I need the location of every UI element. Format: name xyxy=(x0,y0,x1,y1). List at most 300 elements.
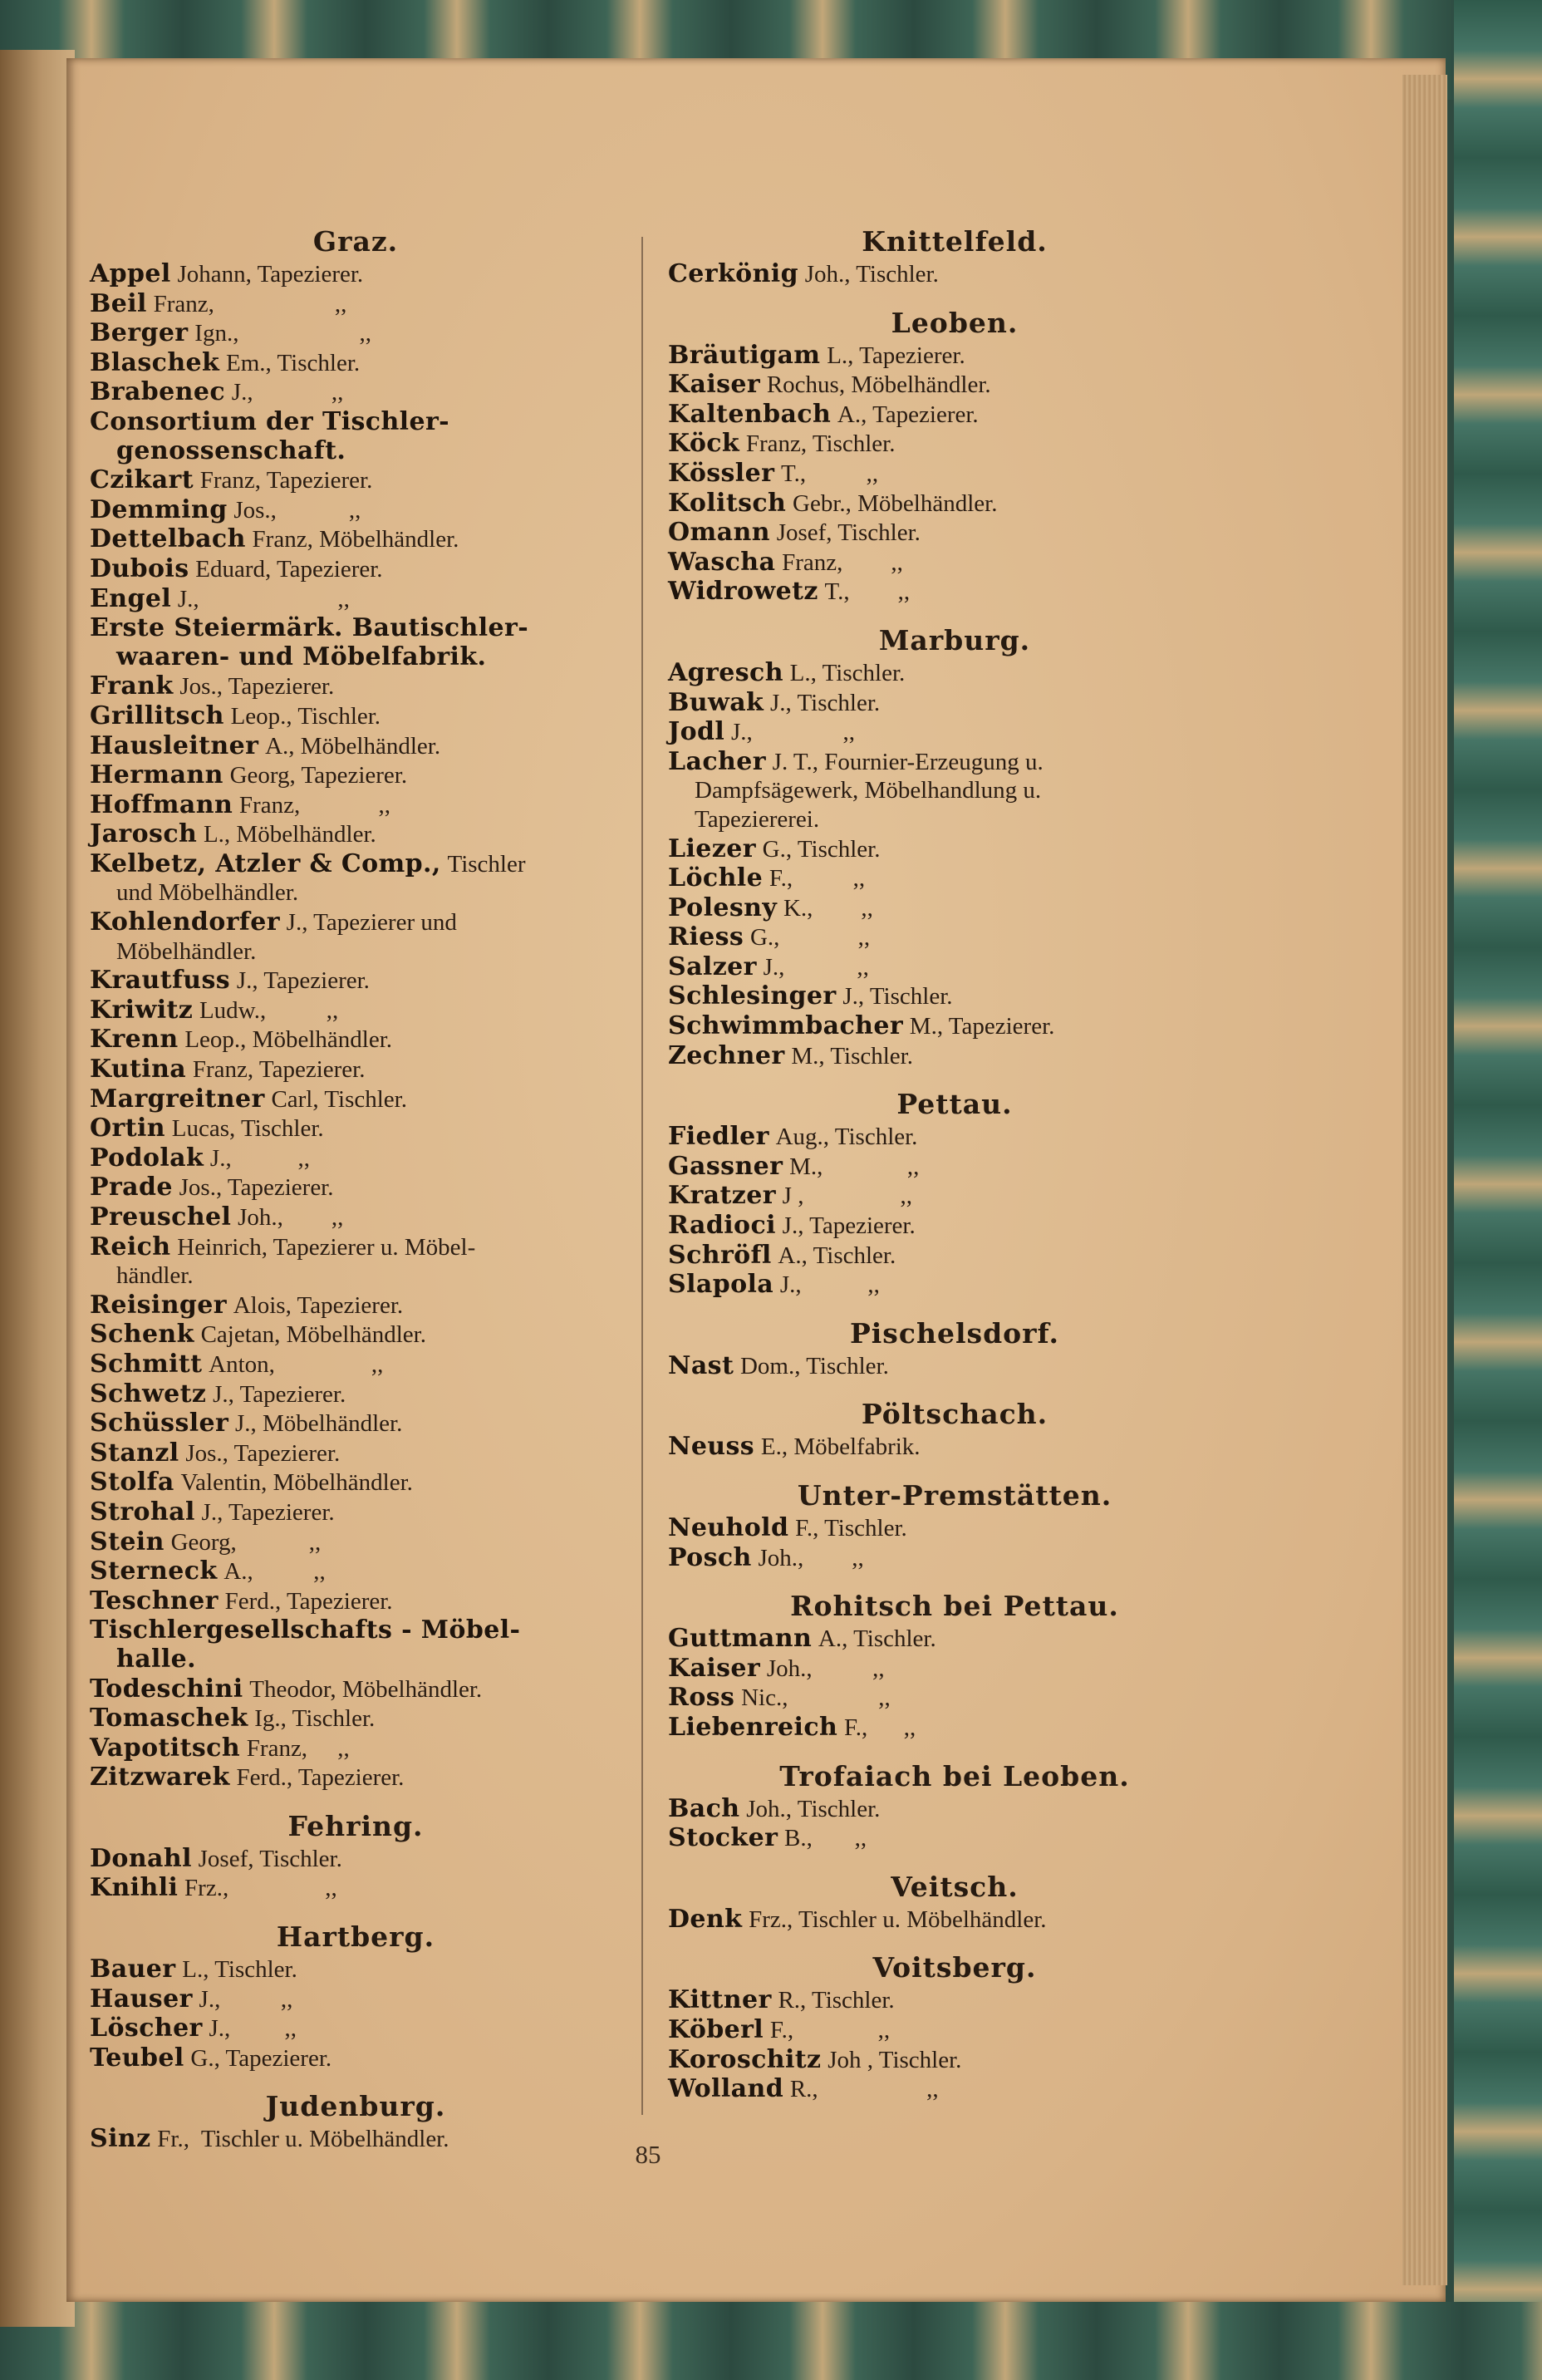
entry-detail: J., Tischler. xyxy=(769,689,881,716)
directory-entry xyxy=(668,863,1241,893)
entry-detail: L., Tischler. xyxy=(182,1956,297,1984)
entry-name: Stolfa xyxy=(90,1468,174,1497)
directory-entry xyxy=(90,318,621,348)
entry-detail: Fr., Tischler u. Möbelhändler. xyxy=(157,2126,449,2153)
city-heading: Pettau. xyxy=(896,1088,1013,1121)
entry-name: Sinz xyxy=(90,2124,151,2154)
entry-detail: Franz, ,, xyxy=(153,290,347,317)
directory-entry xyxy=(668,981,1241,1011)
entry-name: Engel xyxy=(90,583,172,613)
directory-entry xyxy=(90,1615,621,1674)
entry-name: Schwetz xyxy=(90,1379,207,1409)
directory-entry xyxy=(90,1763,621,1792)
entry-name: Krenn xyxy=(90,1025,179,1055)
entry-detail: K., ,, xyxy=(783,894,873,922)
entry-detail: G., Tapezierer. xyxy=(190,2044,332,2072)
entry-name: Neuhold xyxy=(668,1513,789,1542)
directory-entry xyxy=(668,1683,1241,1713)
entry-name: Margreitner xyxy=(90,1084,265,1114)
entry-detail: L., Tischler. xyxy=(789,659,906,686)
entry-detail: Frz., ,, xyxy=(184,1875,337,1902)
entry-detail: Joh., ,, xyxy=(758,1544,864,1571)
entry-detail: J., ,, xyxy=(209,2015,297,2043)
directory-entry xyxy=(668,658,1241,688)
entry-name: Zechner xyxy=(668,1040,785,1070)
entry-name: Kaltenbach xyxy=(668,399,832,429)
entry-name: Tischlergesellschafts - Möbel- xyxy=(90,1615,521,1645)
entry-name: Czikart xyxy=(90,465,194,495)
entry-detail: J., ,, xyxy=(231,379,344,406)
entry-detail: J , ,, xyxy=(782,1183,912,1210)
directory-entry xyxy=(90,671,621,701)
entry-detail: J., Tapezierer. xyxy=(782,1212,916,1240)
entry-detail: Jos., Tapezierer. xyxy=(185,1439,341,1467)
entry-detail: Josef, Tischler. xyxy=(776,519,921,547)
entry-name: Wolland xyxy=(668,2074,784,2104)
directory-entry xyxy=(90,259,621,289)
city-heading: Voitsberg. xyxy=(872,1951,1037,1984)
directory-entry xyxy=(90,1055,621,1084)
entry-detail: Ludw., ,, xyxy=(199,996,339,1024)
directory-entry xyxy=(90,1955,621,1984)
directory-entry xyxy=(90,465,621,495)
directory-entry xyxy=(90,2043,621,2073)
entry-detail: A., Tischler. xyxy=(818,1625,936,1653)
entry-name: Consortium der Tischler- xyxy=(90,406,449,436)
directory-entry xyxy=(668,893,1241,923)
directory-entry xyxy=(90,1556,621,1586)
directory-entry xyxy=(90,731,621,761)
entry-detail: M., ,, xyxy=(789,1153,920,1180)
entry-detail: Alois, Tapezierer. xyxy=(233,1291,404,1319)
city-heading: Judenburg. xyxy=(265,2090,446,2123)
city-heading: Pöltschach. xyxy=(861,1398,1048,1431)
directory-entry xyxy=(668,429,1241,459)
entry-name: Hermann xyxy=(90,760,223,790)
entry-detail: Jos., Tapezierer. xyxy=(179,1174,334,1202)
entry-name: Radioci xyxy=(668,1211,776,1241)
entry-name: Grillitsch xyxy=(90,701,224,730)
entry-name: Polesny xyxy=(668,893,778,922)
entry-name: Schlesinger xyxy=(668,981,837,1011)
directory-entry xyxy=(90,1586,621,1616)
directory-entry xyxy=(668,1794,1241,1824)
directory-entry xyxy=(90,554,621,584)
directory-entry xyxy=(90,1025,621,1055)
directory-entry xyxy=(668,1122,1241,1152)
entry-name: Teschner xyxy=(90,1586,219,1615)
entry-name: Schwimmbacher xyxy=(668,1011,904,1041)
directory-entry xyxy=(668,400,1241,430)
entry-name: Beil xyxy=(90,288,147,318)
directory-entry xyxy=(668,548,1241,578)
city-heading: Unter-Premstätten. xyxy=(797,1479,1112,1512)
entry-detail: J., ,, xyxy=(177,585,350,612)
entry-detail: Cajetan, Möbelhändler. xyxy=(200,1321,426,1349)
entry-detail: Anton, ,, xyxy=(209,1350,384,1378)
entry-name: Podolak xyxy=(90,1143,204,1173)
directory-entry xyxy=(90,1143,621,1173)
entry-name: Brabenec xyxy=(90,377,226,407)
directory-entry xyxy=(90,1438,621,1468)
directory-entry xyxy=(90,1527,621,1557)
entry-detail: Franz, Tapezierer. xyxy=(199,467,373,494)
entry-name: Nast xyxy=(668,1350,734,1380)
directory-entry xyxy=(668,1041,1241,1071)
entry-detail: Ign., ,, xyxy=(194,320,371,347)
directory-entry xyxy=(668,922,1241,952)
entry-detail: A., Tischler. xyxy=(778,1242,896,1269)
entry-continuation: waaren- und Möbelfabrik. xyxy=(116,642,487,671)
directory-entry xyxy=(668,1432,1241,1462)
directory-entry xyxy=(90,1497,621,1527)
entry-name: Appel xyxy=(90,259,171,288)
entry-name: Kaiser xyxy=(668,1653,761,1683)
entry-name: Fiedler xyxy=(668,1122,769,1152)
entry-name: Tomaschek xyxy=(90,1704,248,1733)
entry-detail: F., ,, xyxy=(769,865,866,893)
directory-entry xyxy=(90,1733,621,1763)
entry-detail: B., ,, xyxy=(784,1825,867,1852)
entry-detail: A., ,, xyxy=(223,1558,326,1586)
entry-name: Preuschel xyxy=(90,1202,232,1232)
directory-entry xyxy=(90,1379,621,1409)
directory-entry xyxy=(668,2074,1241,2104)
entry-detail: J., Möbelhändler. xyxy=(234,1410,403,1438)
book-spine xyxy=(0,50,75,2327)
entry-name: Vapotitsch xyxy=(90,1733,241,1763)
entry-name: Blaschek xyxy=(90,347,220,377)
directory-entry xyxy=(668,489,1241,519)
directory-entry xyxy=(668,459,1241,489)
entry-detail: J., Tapezierer. xyxy=(201,1498,335,1526)
entry-name: Schmitt xyxy=(90,1349,203,1379)
entry-detail: M., Tischler. xyxy=(791,1042,913,1070)
directory-entry xyxy=(668,1152,1241,1182)
entry-detail: Eduard, Tapezierer. xyxy=(195,555,383,583)
entry-detail: Joh., Tischler. xyxy=(804,261,939,288)
city-heading: Leoben. xyxy=(891,306,1019,339)
entry-detail: Johann, Tapezierer. xyxy=(177,261,364,288)
directory-entry xyxy=(90,524,621,554)
entry-name: Ortin xyxy=(90,1114,166,1143)
entry-detail: Franz, Tischler. xyxy=(745,430,896,458)
city-heading: Fehring. xyxy=(287,1809,424,1842)
entry-name: Stein xyxy=(90,1527,165,1556)
entry-name: Hoffmann xyxy=(90,789,233,819)
entry-name: Kittner xyxy=(668,1985,772,2015)
directory-entry xyxy=(668,1654,1241,1684)
entry-detail: Joh., ,, xyxy=(238,1204,344,1231)
entry-continuation: händler. xyxy=(116,1262,194,1290)
directory-entry xyxy=(90,966,621,996)
directory-entry xyxy=(90,701,621,731)
entry-detail: Joh., Tischler. xyxy=(746,1795,881,1822)
entry-name: Löchle xyxy=(668,863,764,893)
page-number: 85 xyxy=(635,2140,661,2169)
directory-entry xyxy=(668,1624,1241,1654)
entry-name: Gassner xyxy=(668,1151,783,1181)
directory-entry xyxy=(90,407,621,465)
directory-entry xyxy=(668,952,1241,982)
directory-entry xyxy=(90,1232,621,1291)
entry-name: Hauser xyxy=(90,1984,193,2014)
directory-entry xyxy=(668,341,1241,371)
entry-name: Donahl xyxy=(90,1843,192,1873)
entry-detail: G., ,, xyxy=(749,924,871,952)
directory-entry xyxy=(90,1084,621,1114)
entry-name: Koroschitz xyxy=(668,2044,822,2074)
entry-detail: Frz., Tischler u. Möbelhändler. xyxy=(749,1905,1047,1933)
entry-detail: J., Tapezierer. xyxy=(213,1380,346,1408)
entry-name: Jodl xyxy=(668,717,725,747)
entry-name: Schröfl xyxy=(668,1240,772,1270)
directory-entry xyxy=(90,1844,621,1874)
entry-detail: Georg, Tapezierer. xyxy=(229,762,408,789)
entry-name: Todeschini xyxy=(90,1674,243,1704)
directory-entry xyxy=(90,1291,621,1320)
directory-entry xyxy=(90,1114,621,1143)
entry-detail: L., Tapezierer. xyxy=(827,342,965,369)
entry-name: Reisinger xyxy=(90,1290,227,1320)
entry-detail: J., ,, xyxy=(209,1144,310,1172)
entry-name: Omann xyxy=(668,518,770,548)
directory-entry xyxy=(90,1704,621,1733)
entry-name: Buwak xyxy=(668,687,764,717)
directory-entry xyxy=(90,377,621,407)
entry-name: Sterneck xyxy=(90,1556,218,1586)
entry-name: Zitzwarek xyxy=(90,1763,230,1792)
entry-detail: Leop., Möbelhändler. xyxy=(184,1026,393,1054)
entry-detail: R., ,, xyxy=(789,2076,939,2103)
entry-detail: Franz, ,, xyxy=(782,548,903,576)
directory-entry xyxy=(90,2014,621,2043)
entry-continuation: Möbelhändler. xyxy=(116,937,257,965)
city-heading: Knittelfeld. xyxy=(862,225,1048,258)
directory-entry xyxy=(90,1173,621,1202)
left-column xyxy=(90,224,621,2154)
entry-name: Posch xyxy=(668,1542,752,1572)
directory-entry xyxy=(668,834,1241,864)
entry-detail: Leop., Tischler. xyxy=(230,702,381,730)
entry-name: Widrowetz xyxy=(668,577,818,607)
entry-detail: Theodor, Möbelhändler. xyxy=(249,1675,483,1703)
directory-entry xyxy=(668,2015,1241,2045)
directory-entry xyxy=(90,1320,621,1350)
directory-entry xyxy=(668,1543,1241,1573)
directory-entry xyxy=(668,1241,1241,1271)
entry-detail: Heinrich, Tapezierer u. Möbel- xyxy=(177,1233,476,1261)
entry-name: Dettelbach xyxy=(90,524,246,554)
city-heading: Marburg. xyxy=(878,623,1031,656)
entry-name: Agresch xyxy=(668,657,783,687)
entry-name: Köberl xyxy=(668,2014,764,2044)
entry-detail: Jos., Tapezierer. xyxy=(179,673,335,701)
entry-detail: Joh , Tischler. xyxy=(827,2046,962,2073)
directory-entry xyxy=(90,289,621,319)
directory-entry xyxy=(90,760,621,790)
entry-detail: Ferd., Tapezierer. xyxy=(236,1764,405,1792)
entry-name: Prade xyxy=(90,1173,173,1202)
entry-detail: Franz, ,, xyxy=(246,1734,350,1762)
entry-name: Kolitsch xyxy=(668,488,787,518)
entry-detail: Aug., Tischler. xyxy=(775,1124,918,1151)
entry-name: Kaiser xyxy=(668,370,761,400)
entry-name: Dubois xyxy=(90,553,189,583)
entry-detail: Dom., Tischler. xyxy=(739,1352,889,1379)
directory-entry xyxy=(90,849,621,907)
directory-entry xyxy=(90,613,621,671)
entry-detail: Joh., ,, xyxy=(766,1655,885,1682)
entry-name: Reich xyxy=(90,1232,171,1261)
entry-detail: Franz, Tapezierer. xyxy=(192,1056,366,1084)
city-heading: Hartberg. xyxy=(276,1920,435,1954)
entry-detail: T., ,, xyxy=(824,578,911,606)
entry-detail: Nic., ,, xyxy=(741,1684,891,1712)
entry-detail: J., ,, xyxy=(199,1985,293,2013)
entry-name: Schenk xyxy=(90,1320,194,1350)
entry-detail: Tischler xyxy=(447,850,526,878)
entry-detail: A., Tapezierer. xyxy=(837,401,979,428)
entry-detail: J., ,, xyxy=(730,719,855,746)
entry-name: Bach xyxy=(668,1793,740,1823)
directory-entry xyxy=(90,996,621,1025)
entry-detail: M., Tapezierer. xyxy=(909,1013,1055,1040)
directory-entry xyxy=(668,1905,1241,1935)
entry-name: Wascha xyxy=(668,547,776,577)
entry-name: Teubel xyxy=(90,2043,184,2073)
entry-detail: R., Tischler. xyxy=(778,1987,895,2014)
entry-name: Neuss xyxy=(668,1432,755,1462)
directory-entry xyxy=(90,907,621,966)
directory-entry xyxy=(90,790,621,820)
entry-name: Riess xyxy=(668,922,744,952)
entry-name: Liezer xyxy=(668,833,756,863)
entry-name: Slapola xyxy=(668,1270,774,1300)
entry-detail: Josef, Tischler. xyxy=(198,1845,342,1872)
entry-detail: J. T., Fournier-Erzeugung u. xyxy=(772,748,1044,775)
entry-name: Demming xyxy=(90,494,228,524)
entry-name: Stanzl xyxy=(90,1438,179,1468)
right-column xyxy=(668,224,1241,2104)
entry-name: Schüssler xyxy=(90,1409,229,1438)
entry-detail: J., ,, xyxy=(763,953,869,981)
directory-entry xyxy=(668,1823,1241,1853)
entry-continuation: Tapeziererei. xyxy=(695,805,820,833)
entry-detail: G., Tischler. xyxy=(762,835,881,863)
directory-entry xyxy=(668,1211,1241,1241)
entry-continuation: Dampfsägewerk, Möbelhandlung u. xyxy=(695,777,1042,804)
column-divider xyxy=(641,237,643,2115)
entry-name: Liebenreich xyxy=(668,1712,838,1742)
city-heading: Rohitsch bei Pettau. xyxy=(790,1590,1119,1623)
entry-name: Cerkönig xyxy=(668,259,798,288)
entry-name: Bräutigam xyxy=(668,340,821,370)
entry-name: Kohlendorfer xyxy=(90,907,280,937)
city-heading: Trofaiach bei Leoben. xyxy=(779,1759,1130,1792)
directory-entry xyxy=(668,717,1241,747)
directory-entry xyxy=(90,495,621,525)
entry-name: Strohal xyxy=(90,1497,195,1527)
entry-name: Kössler xyxy=(668,458,775,488)
directory-entry xyxy=(90,348,621,378)
entry-detail: T., ,, xyxy=(781,460,879,487)
directory-entry xyxy=(90,2124,621,2154)
entry-detail: Franz, Möbelhändler. xyxy=(252,526,459,553)
entry-detail: Gebr., Möbelhändler. xyxy=(793,489,998,517)
entry-detail: J., Tischler. xyxy=(842,983,953,1011)
directory-entry xyxy=(90,1202,621,1232)
entry-detail: Ig., Tischler. xyxy=(254,1705,376,1733)
directory-entry xyxy=(668,1011,1241,1041)
entry-name: Knihli xyxy=(90,1873,179,1903)
entry-name: Berger xyxy=(90,318,189,348)
directory-entry xyxy=(668,1513,1241,1543)
city-heading: Pischelsdorf. xyxy=(849,1316,1060,1350)
entry-detail: F., ,, xyxy=(843,1714,916,1741)
directory-entry xyxy=(668,1270,1241,1300)
entry-name: Köck xyxy=(668,429,740,459)
directory-entry xyxy=(668,2045,1241,2075)
entry-detail: J., Tapezierer. xyxy=(236,967,370,995)
entry-name: Kutina xyxy=(90,1055,187,1084)
entry-detail: Rochus, Möbelhändler. xyxy=(766,371,991,399)
directory-entry xyxy=(668,1713,1241,1743)
directory-entry xyxy=(668,259,1241,289)
entry-detail: Em., Tischler. xyxy=(225,349,361,376)
directory-entry xyxy=(668,577,1241,607)
city-heading: Veitsch. xyxy=(891,1870,1019,1903)
entry-name: Kratzer xyxy=(668,1181,776,1211)
entry-detail: J., ,, xyxy=(779,1271,880,1299)
entry-name: Bauer xyxy=(90,1955,176,1984)
entry-name: Kelbetz, Atzler & Comp., xyxy=(90,848,441,878)
entry-detail: Valentin, Möbelhändler. xyxy=(180,1469,413,1497)
entry-name: Jarosch xyxy=(90,819,198,849)
directory-entry xyxy=(668,518,1241,548)
entry-detail: Franz, ,, xyxy=(238,791,390,819)
directory-entry xyxy=(668,370,1241,400)
entry-name: Krautfuss xyxy=(90,966,231,996)
directory-entry xyxy=(90,1468,621,1497)
directory-entry xyxy=(90,584,621,614)
entry-name: Lacher xyxy=(668,746,766,776)
directory-entry xyxy=(668,1181,1241,1211)
entry-name: Guttmann xyxy=(668,1624,813,1654)
entry-name: Hausleitner xyxy=(90,730,259,760)
entry-detail: L., Möbelhändler. xyxy=(203,821,376,848)
entry-detail: A., Möbelhändler. xyxy=(265,732,441,760)
entry-name: Erste Steiermärk. Bautischler- xyxy=(90,613,529,643)
directory-entry xyxy=(90,1984,621,2014)
entry-detail: Georg, ,, xyxy=(170,1528,322,1556)
entry-detail: Jos., ,, xyxy=(233,496,361,524)
directory-entry xyxy=(90,1350,621,1379)
directory-entry xyxy=(668,1351,1241,1381)
entry-name: Frank xyxy=(90,671,174,701)
directory-entry xyxy=(668,747,1241,834)
book-cover-bottom xyxy=(0,2302,1542,2380)
entry-name: Denk xyxy=(668,1904,743,1934)
directory-entry xyxy=(668,1985,1241,2015)
city-heading: Graz. xyxy=(312,225,399,258)
entry-detail: Ferd., Tapezierer. xyxy=(224,1587,393,1615)
book-cover-right xyxy=(1454,0,1542,2380)
entry-name: Löscher xyxy=(90,2014,203,2043)
directory-entry xyxy=(90,1409,621,1438)
entry-name: Salzer xyxy=(668,952,757,981)
entry-detail: J., Tapezierer und xyxy=(286,909,457,937)
